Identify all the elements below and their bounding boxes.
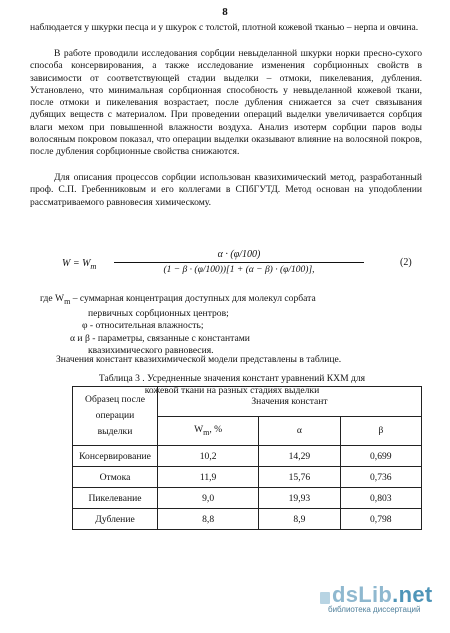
intro-text [30, 22, 422, 34]
research-paragraph [30, 48, 422, 159]
cell-sample: Дубление [73, 509, 158, 530]
formula-legend [40, 293, 316, 357]
page-number: 8 [222, 6, 228, 18]
table-intro: Значения констант квазихимической модели представлены в таблице. [56, 354, 342, 365]
cell-alpha: 19,93 [259, 488, 340, 509]
table-row [73, 488, 422, 509]
header-wm: $W_m$, % [158, 416, 259, 446]
cell-beta: 0,798 [340, 509, 421, 530]
legend-wm: где $W_m$ – суммарная концентрация доступных для молекул сорбата [40, 293, 316, 306]
cell-wm: 8,8 [158, 509, 259, 530]
watermark-logo: dsLib.net [320, 582, 450, 608]
formula-number: (2) [400, 257, 412, 268]
formula-lhs: $W = W_m$ [62, 258, 97, 271]
dslib-watermark [320, 582, 450, 614]
table-header-row [73, 387, 422, 417]
formula-fraction [114, 249, 364, 275]
method-paragraph [30, 172, 422, 209]
caption-line-2: кожевой ткани на разных стадиях выделки [144, 385, 320, 396]
legend-alpha-beta-cont: квазихимического равновесия. [88, 344, 214, 356]
header-constants: Значения констант [158, 387, 422, 417]
caption-line-1: Таблица 3 . Усредненные значения констант уравнений КХМ для [98, 373, 366, 384]
paragraph-1: В работе проводили исследования сорбции невыделанной шкурки норки пресно-сухого способа консервирования, а также исследование изменения сорбционных свойств в зависимости от соответствующей стадии выделки – отмоки, пикелевания, дубления. Установлено, что минимальная сорбционная способность у невыделанной кожевой ткани, после отмоки и пикелевания возрастает, после дубления снижается за счет связывания дубящих веществ с материалом. При проведении операций выделки увеличивается сорбция влаги мехом при повышенной влажности воздуха. Анализ изотерм сорбции паров воды волосяным покровом показал, что операции выделки оказывают влияние на волосяной покров, после дубления сорбционные свойства снижаются. [30, 48, 422, 158]
sorption-formula [62, 249, 362, 283]
formula-numerator: α · (φ/100) [114, 249, 364, 263]
cell-alpha: 14,29 [259, 446, 340, 467]
header-beta: β [340, 416, 421, 446]
cell-beta: 0,736 [340, 467, 421, 488]
formula-denominator: (1 − β · (φ/100))[1 + (α − β) · (φ/100)], [163, 265, 315, 275]
constants-table [72, 386, 422, 530]
table-row [73, 509, 422, 530]
watermark-subtitle: библиотека диссертаций [328, 605, 421, 614]
intro-paragraph: наблюдается у шкурки песца и у шкурок с толстой, плотной кожевой тканью – нерпа и овчина. [30, 22, 419, 33]
cell-wm: 9,0 [158, 488, 259, 509]
cell-sample: Отмока [73, 467, 158, 488]
cell-sample: Пикелевание [73, 488, 158, 509]
book-icon [320, 592, 330, 604]
legend-alpha-beta: α и β - параметры, связанные с константами [70, 332, 250, 344]
legend-phi: φ - относительная влажность; [82, 320, 204, 332]
header-sample: Образец после операции выделки [73, 387, 158, 446]
paragraph-2: Для описания процессов сорбции использован квазихимический метод, разработанный проф. С.П. Гребенниковым и его коллегами в СПбГУТД. Метод основан на уподоблении рассматриваемого равновесия химическому. [30, 172, 422, 208]
cell-alpha: 8,9 [259, 509, 340, 530]
cell-beta: 0,699 [340, 446, 421, 467]
table-row [73, 467, 422, 488]
cell-alpha: 15,76 [259, 467, 340, 488]
header-alpha: α [259, 416, 340, 446]
legend-wm-cont: первичных сорбционных центров; [88, 308, 229, 320]
cell-sample: Консервирование [73, 446, 158, 467]
cell-wm: 10,2 [158, 446, 259, 467]
table-row [73, 446, 422, 467]
cell-beta: 0,803 [340, 488, 421, 509]
cell-wm: 11,9 [158, 467, 259, 488]
